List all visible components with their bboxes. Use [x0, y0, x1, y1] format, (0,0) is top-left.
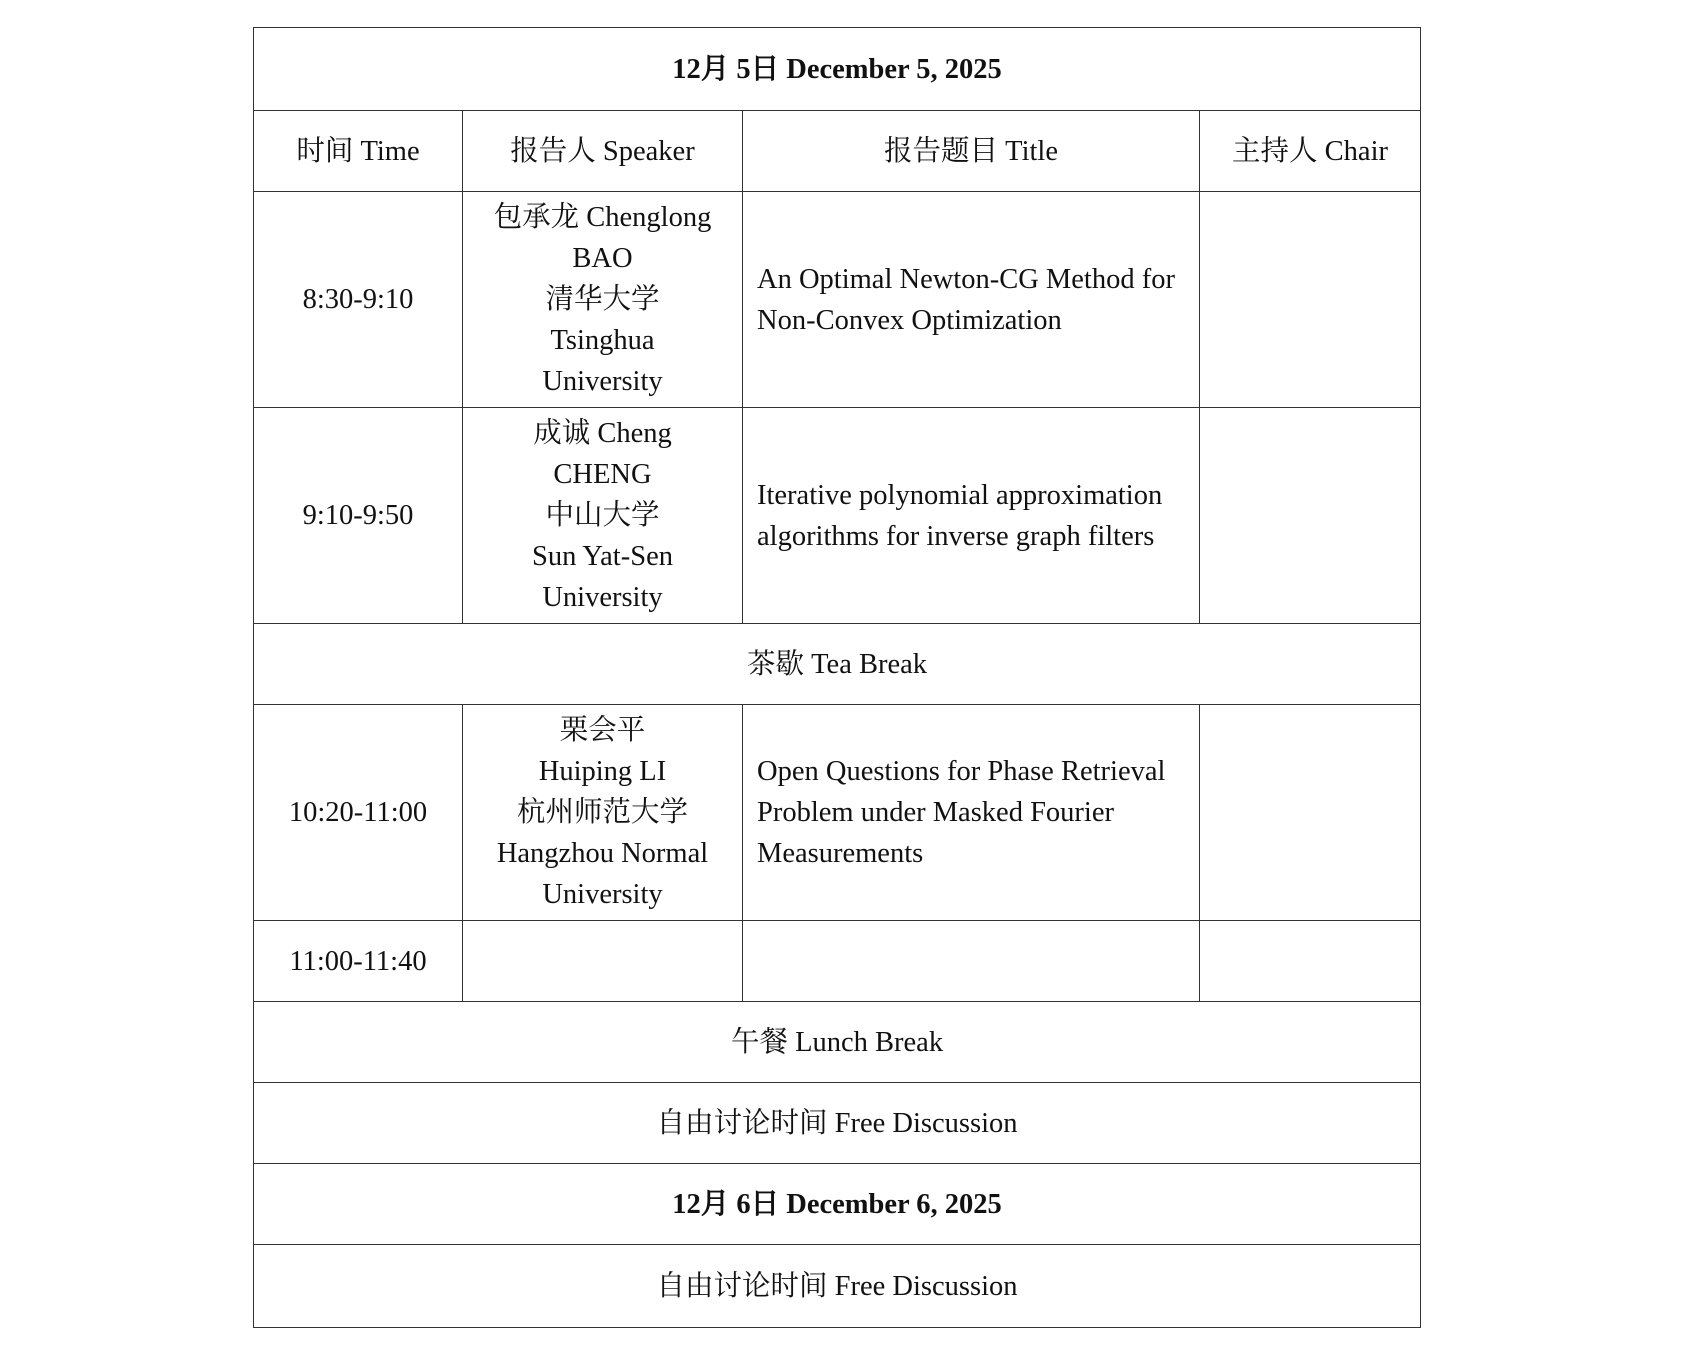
table-row	[254, 921, 1421, 1002]
session-speaker	[463, 705, 743, 921]
session-title: Open Questions for Phase Retrieval Problem under Masked Fourier Measurements	[743, 705, 1200, 921]
session-chair	[1200, 921, 1421, 1002]
session-title: An Optimal Newton-CG Method for Non-Convex Optimization	[743, 192, 1200, 408]
speaker-line: 包承龙 Chenglong	[493, 202, 712, 233]
session-chair	[1200, 705, 1421, 921]
table-row	[254, 192, 1421, 408]
speaker-line: University	[542, 879, 663, 910]
speaker-line: CHENG	[553, 459, 652, 490]
speaker-line: 中山大学	[545, 500, 660, 531]
speaker-line: BAO	[572, 243, 633, 274]
schedule-table	[253, 27, 1421, 1328]
speaker-line: University	[542, 582, 663, 613]
session-speaker	[463, 921, 743, 1002]
session-time: 8:30-9:10	[254, 192, 463, 408]
session-title: Iterative polynomial approximation algorithms for inverse graph filters	[743, 408, 1200, 624]
session-time: 10:20-11:00	[254, 705, 463, 921]
session-speaker	[463, 408, 743, 624]
speaker-line: Huiping LI	[538, 756, 667, 787]
day-heading: 12月 6日 December 6, 2025	[254, 1164, 1421, 1245]
speaker-line: 杭州师范大学	[516, 797, 688, 828]
lunch-break: 午餐 Lunch Break	[254, 1002, 1421, 1083]
speaker-line: Hangzhou Normal	[496, 838, 709, 869]
tea-break: 茶歇 Tea Break	[254, 624, 1421, 705]
table-row	[254, 408, 1421, 624]
header-chair: 主持人 Chair	[1200, 111, 1421, 192]
day-heading: 12月 5日 December 5, 2025	[254, 28, 1421, 111]
speaker-line: Sun Yat-Sen	[532, 541, 673, 572]
session-title	[743, 921, 1200, 1002]
speaker-line: 栗会平	[559, 715, 646, 746]
table-row	[254, 705, 1421, 921]
session-speaker	[463, 192, 743, 408]
speaker-line: Tsinghua	[550, 325, 655, 356]
session-chair	[1200, 408, 1421, 624]
session-time: 9:10-9:50	[254, 408, 463, 624]
header-title: 报告题目 Title	[743, 111, 1200, 192]
header-time: 时间 Time	[254, 111, 463, 192]
free-discussion: 自由讨论时间 Free Discussion	[254, 1083, 1421, 1164]
speaker-line: 清华大学	[545, 284, 660, 315]
session-time: 11:00-11:40	[254, 921, 463, 1002]
session-chair	[1200, 192, 1421, 408]
speaker-line: 成诚 Cheng	[533, 418, 672, 449]
free-discussion: 自由讨论时间 Free Discussion	[254, 1245, 1421, 1328]
speaker-line: University	[542, 366, 663, 397]
header-speaker: 报告人 Speaker	[463, 111, 743, 192]
